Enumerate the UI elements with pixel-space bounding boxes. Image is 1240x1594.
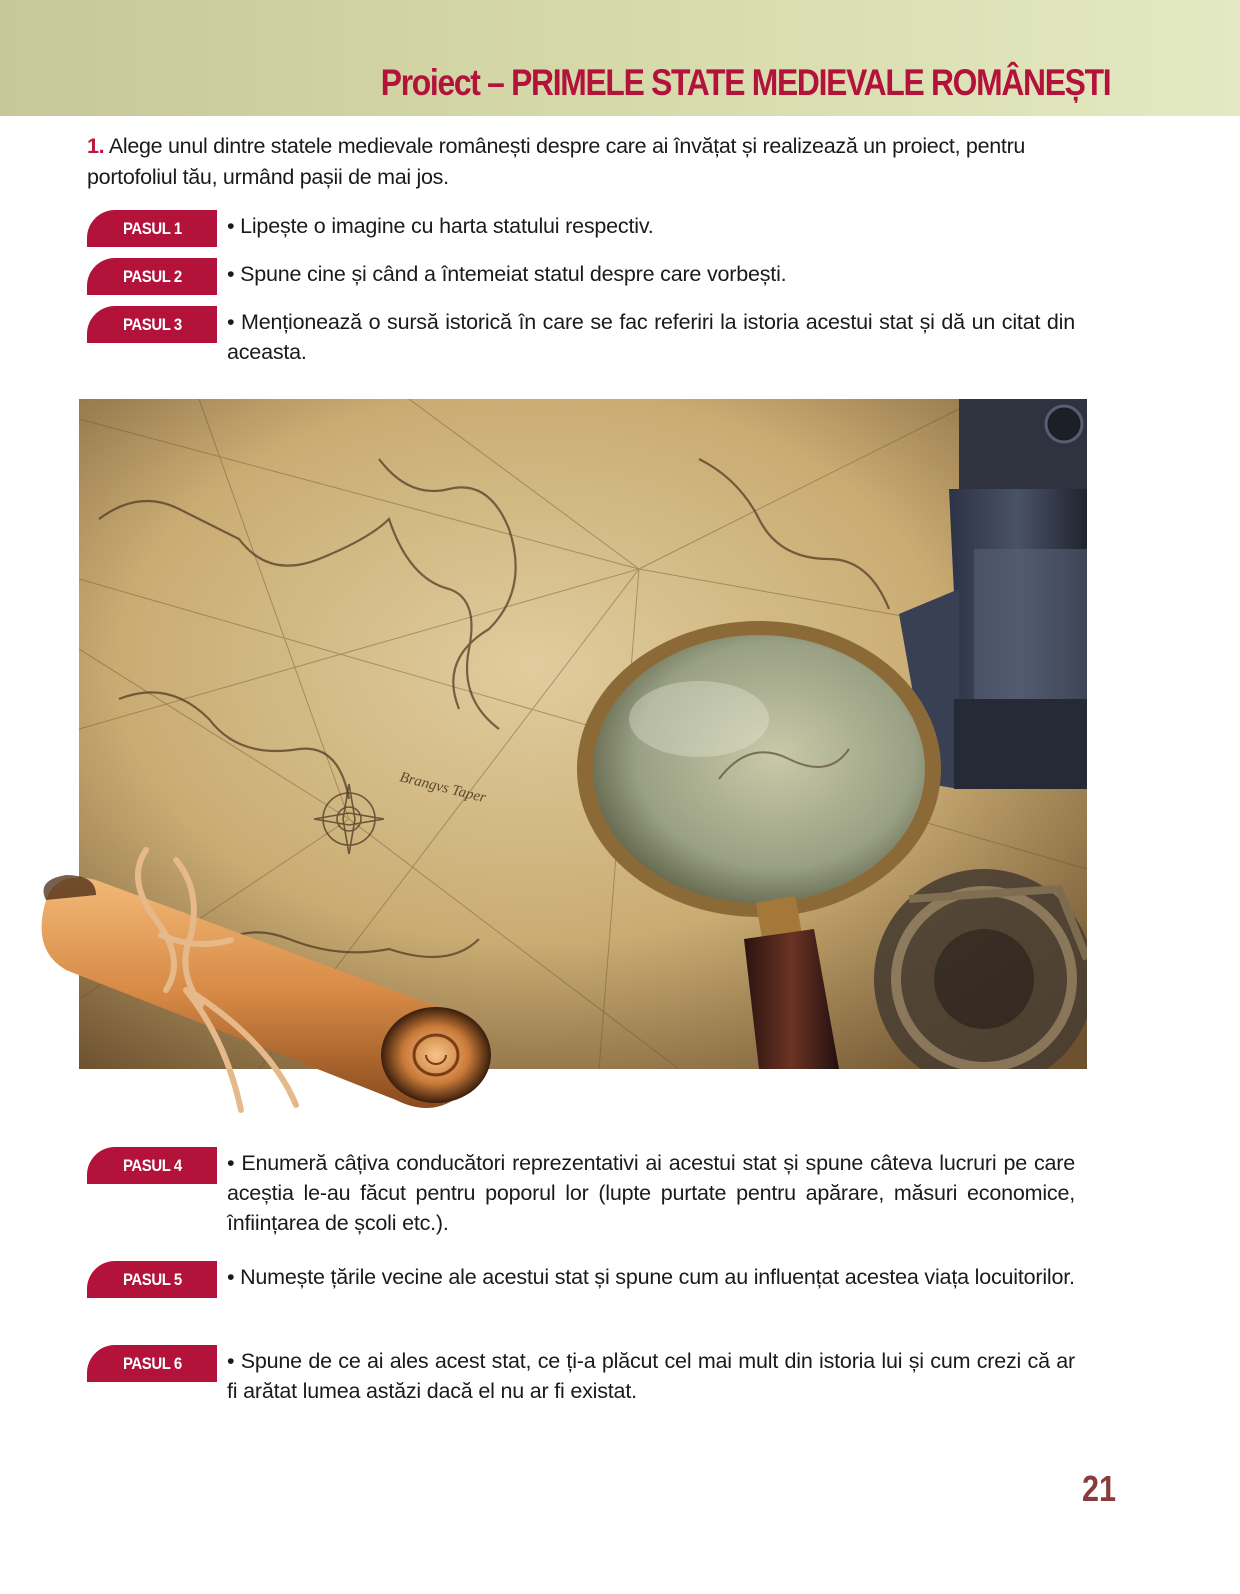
step-3-badge [87,306,217,343]
map-label: Brangvs Taper [398,769,488,807]
step-3-text: • Menționează o sursă istorică în care se fac referiri la istoria acestui stat și dă un citat din aceasta. [227,310,1075,364]
step-1-text: • Lipește o imagine cu harta statului respectiv. [227,214,654,238]
parchment-scroll-icon [26,840,506,1140]
step-3-label: PASUL 3 [122,314,182,334]
step-6-label: PASUL 6 [122,1353,182,1373]
step-4-badge [87,1147,217,1184]
page-number: 21 [1081,1468,1116,1509]
step-2-text: • Spune cine și când a întemeiat statul despre care vorbești. [227,262,787,286]
step-4-text: • Enumeră câțiva conducători reprezentativi ai acestui stat și spune câteva lucruri pe care aceștia le-au făcut pentru poporul lor (lupte purtate pentru apărare, măsuri economice, înființarea de școli etc.). [227,1151,1075,1235]
task-text: Alege unul dintre statele medievale românești despre care ai învățat și realizează un proiect, pentru portofoliul tău, urmând pașii de mai jos. [87,134,1026,189]
step-5-label: PASUL 5 [122,1269,182,1289]
step-2-label: PASUL 2 [122,266,182,286]
step-2-badge [87,258,217,295]
step-4-label: PASUL 4 [122,1155,182,1175]
step-1-badge [87,210,217,247]
task-intro [87,131,1097,193]
page-title: Proiect – PRIMELE STATE MEDIEVALE ROMÂNEȘTI [380,62,1110,103]
step-6-badge [87,1345,217,1382]
step-6-text: • Spune de ce ai ales acest stat, ce ți-a plăcut cel mai mult din istoria lui și cum crezi că ar fi arătat lumea astăzi dacă el nu ar fi existat. [227,1349,1075,1403]
step-5-text: • Numește țările vecine ale acestui stat și spune cum au influențat acestea viața locuitorilor. [227,1265,1075,1289]
step-5-badge [87,1261,217,1298]
task-number: 1. [87,134,105,158]
step-1-label: PASUL 1 [122,218,182,238]
